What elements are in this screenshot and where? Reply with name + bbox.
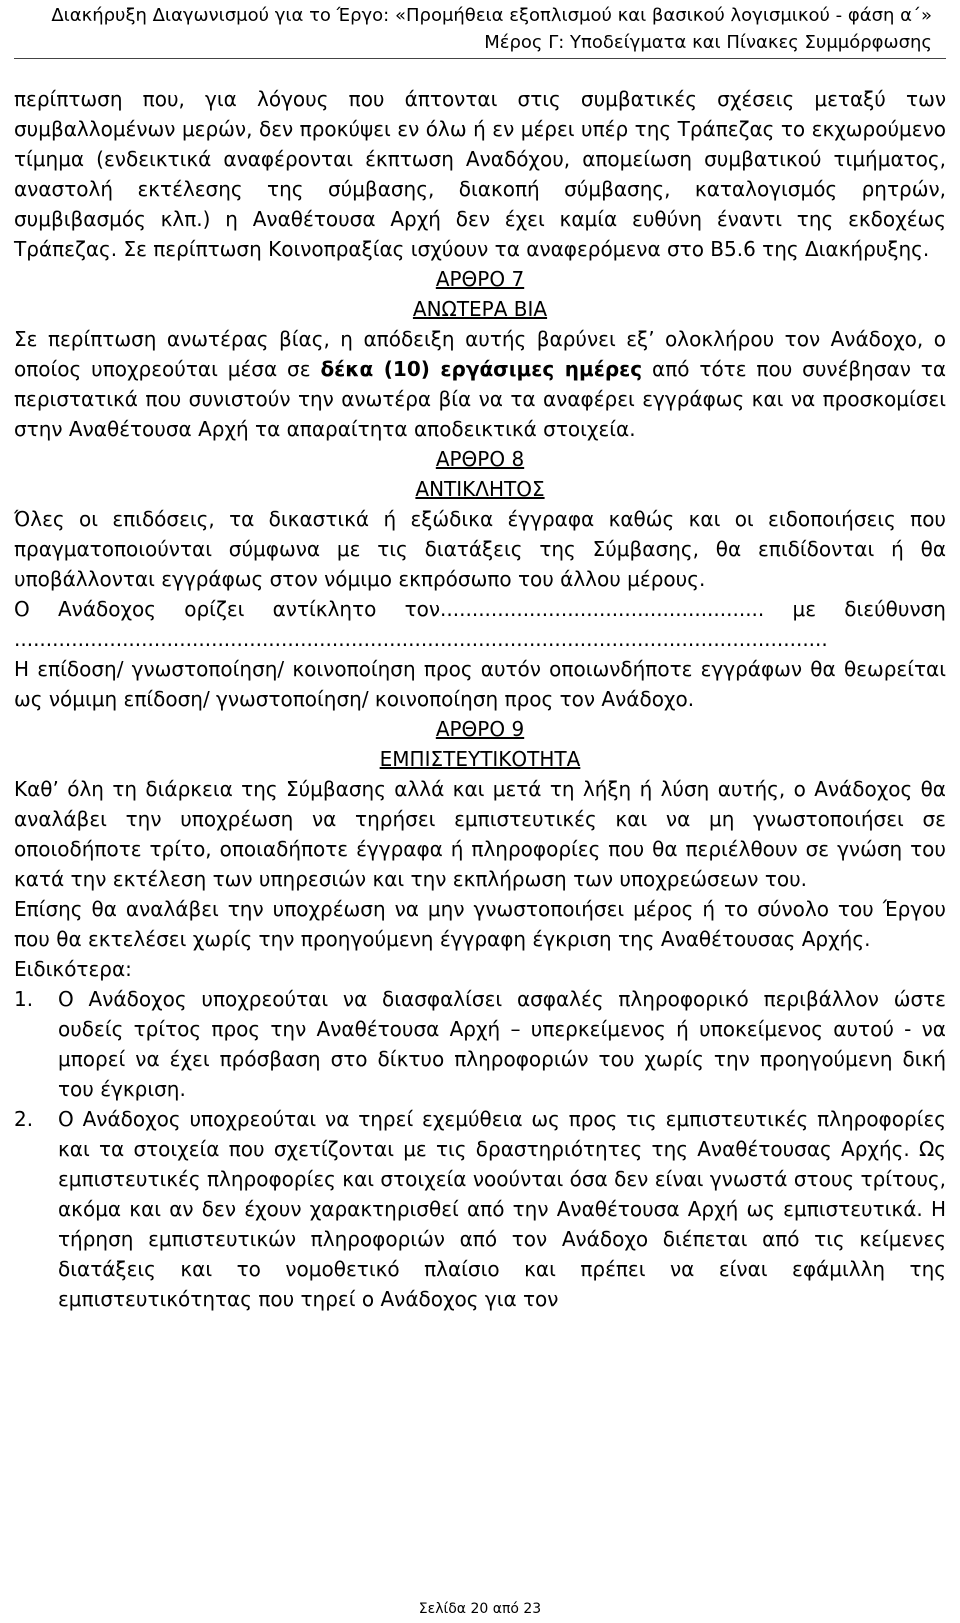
article-9-paragraph-1: Καθ’ όλη τη διάρκεια της Σύμβασης αλλά και μετά τη λήξη ή λύση αυτής, ο Ανάδοχος θα αναλάβει την υποχρέωση να τηρήσει εμπιστευτικές και να μη γνωστοποιήσει σε οποιοδήποτε τρίτο, οποιαδήποτε έγγραφα ή πληροφορίες που θα περιέλθουν σε γνώση του κατά την εκτέλεση των υπηρεσιών και την εκπλήρωση των υποχρεώσεων του. <box>14 777 946 891</box>
article-8-dotted-line: ................................................................................................................................ <box>14 627 828 651</box>
article-9-specifically: Ειδικότερα: <box>14 957 132 981</box>
article-9-title: ΕΜΠΙΣΤΕΥΤΙΚΟΤΗΤΑ <box>379 747 581 771</box>
article-9-list <box>14 984 946 1314</box>
article-8-paragraph-2: Η επίδοση/ γνωστοποίηση/ κοινοποίηση προς αυτόν οποιωνδήποτε εγγράφων θα θεωρείται ως νόμιμη επίδοση/ γνωστοποίηση/ κοινοποίηση προς τον Ανάδοχο. <box>14 657 946 711</box>
page-header <box>51 2 932 56</box>
list-item <box>14 984 946 1104</box>
article-7-title: ΑΝΩΤΕΡΑ ΒΙΑ <box>412 297 548 321</box>
article-7-text-after: από τότε που συνέβησαν τα περιστατικά που συνιστούν την ανωτέρα βία να τα αναφέρει εγγράφως και να προσκομίσει στην Αναθέτουσα Αρχή τα απαραίτητα αποδεικτικά στοιχεία. <box>14 357 946 441</box>
article-9-number: ΑΡΘΡΟ 9 <box>435 717 525 741</box>
article-7-deadline: δέκα (10) εργάσιμες ημέρες <box>320 357 643 381</box>
article-8-agent-line: Ο Ανάδοχος ορίζει αντίκλητο τον................................................... με διεύθυνση <box>14 597 946 621</box>
document-body <box>14 84 946 1314</box>
intro-paragraph: περίπτωση που, για λόγους που άπτονται στις συμβατικές σχέσεις μεταξύ των συμβαλλομένων μερών, δεν προκύψει εν όλω ή εν μέρει υπέρ της Τράπεζας το εκχωρούμενο τίμημα (ενδεικτικά αναφέρονται έκπτωση Αναδόχου, απομείωση συμβατικού τιμήματος, αναστολή εκτέλεσης της σύμβασης, διακοπή σύμβασης, καταλογισμός ρητρών, συμβιβασμός κλπ.) η Αναθέτουσα Αρχή δεν έχει καμία ευθύνη έναντι της εκδοχέως Τράπεζας. Σε περίπτωση Κοινοπραξίας ισχύουν τα αναφερόμενα στο Β5.6 της Διακήρυξης. <box>14 87 946 261</box>
page-number: Σελίδα 20 από 23 <box>418 1601 542 1617</box>
article-7-number: ΑΡΘΡΟ 7 <box>435 267 525 291</box>
article-7-text-before: Σε περίπτωση ανωτέρας βίας, η απόδειξη αυτής βαρύνει εξ’ ολοκλήρου τον Ανάδοχο, ο οποίος υποχρεούται μέσα σε <box>14 327 946 381</box>
list-item-text: Ο Ανάδοχος υποχρεούται να τηρεί εχεμύθεια ως προς τις εμπιστευτικές πληροφορίες και τα στοιχεία που σχετίζονται με τις δραστηριότητες της Αναθέτουσας Αρχής. Ως εμπιστευτικές πληροφορίες και στοιχεία νοούνται όσα δεν είναι γνωστά στους τρίτους, ακόμα και αν δεν έχουν χαρακτηρισθεί από την Αναθέτουσα Αρχή ως εμπιστευτικά. Η τήρηση εμπιστευτικών πληροφοριών από τον Ανάδοχο διέπεται από τις κείμενες διατάξεις και το νομοθετικό πλαίσιο και πρέπει να είναι εφάμιλλη της εμπιστευτικότητας που τηρεί ο Ανάδοχος για τον <box>58 1107 946 1311</box>
header-title: Διακήρυξη Διαγωνισμού για το Έργο: «Προμήθεια εξοπλισμού και βασικού λογισμικού - φάση α΄» <box>51 5 932 26</box>
article-9-paragraph-2: Επίσης θα αναλάβει την υποχρέωση να μην γνωστοποιήσει μέρος ή το σύνολο του Έργου που θα εκτελέσει χωρίς την προηγούμενη έγγραφη έγκριση της Αναθέτουσας Αρχής. <box>14 897 946 951</box>
article-7-paragraph <box>14 324 946 444</box>
list-item-number: 2. <box>14 1107 34 1131</box>
article-8-title: ΑΝΤΙΚΛΗΤΟΣ <box>415 477 545 501</box>
header-subtitle: Μέρος Γ: Υποδείγματα και Πίνακες Συμμόρφωσης <box>484 32 932 53</box>
list-item <box>14 1104 946 1314</box>
article-8-number: ΑΡΘΡΟ 8 <box>435 447 525 471</box>
article-8-paragraph-1: Όλες οι επιδόσεις, τα δικαστικά ή εξώδικα έγγραφα καθώς και οι ειδοποιήσεις που πραγματοποιούνται σύμφωνα με τις διατάξεις της Σύμβασης, θα επιδίδονται ή θα υποβάλλονται εγγράφως στον νόμιμο εκπρόσωπο του άλλου μέρους. <box>14 507 946 591</box>
list-item-text: Ο Ανάδοχος υποχρεούται να διασφαλίσει ασφαλές πληροφορικό περιβάλλον ώστε ουδείς τρίτος προς την Αναθέτουσα Αρχή – υπερκείμενος ή υποκείμενος αυτού - να μπορεί να έχει πρόσβαση στο δίκτυο πληροφοριών του χωρίς την προηγούμενη δική του έγκριση. <box>58 987 946 1101</box>
header-divider <box>14 58 946 59</box>
list-item-number: 1. <box>14 987 34 1011</box>
